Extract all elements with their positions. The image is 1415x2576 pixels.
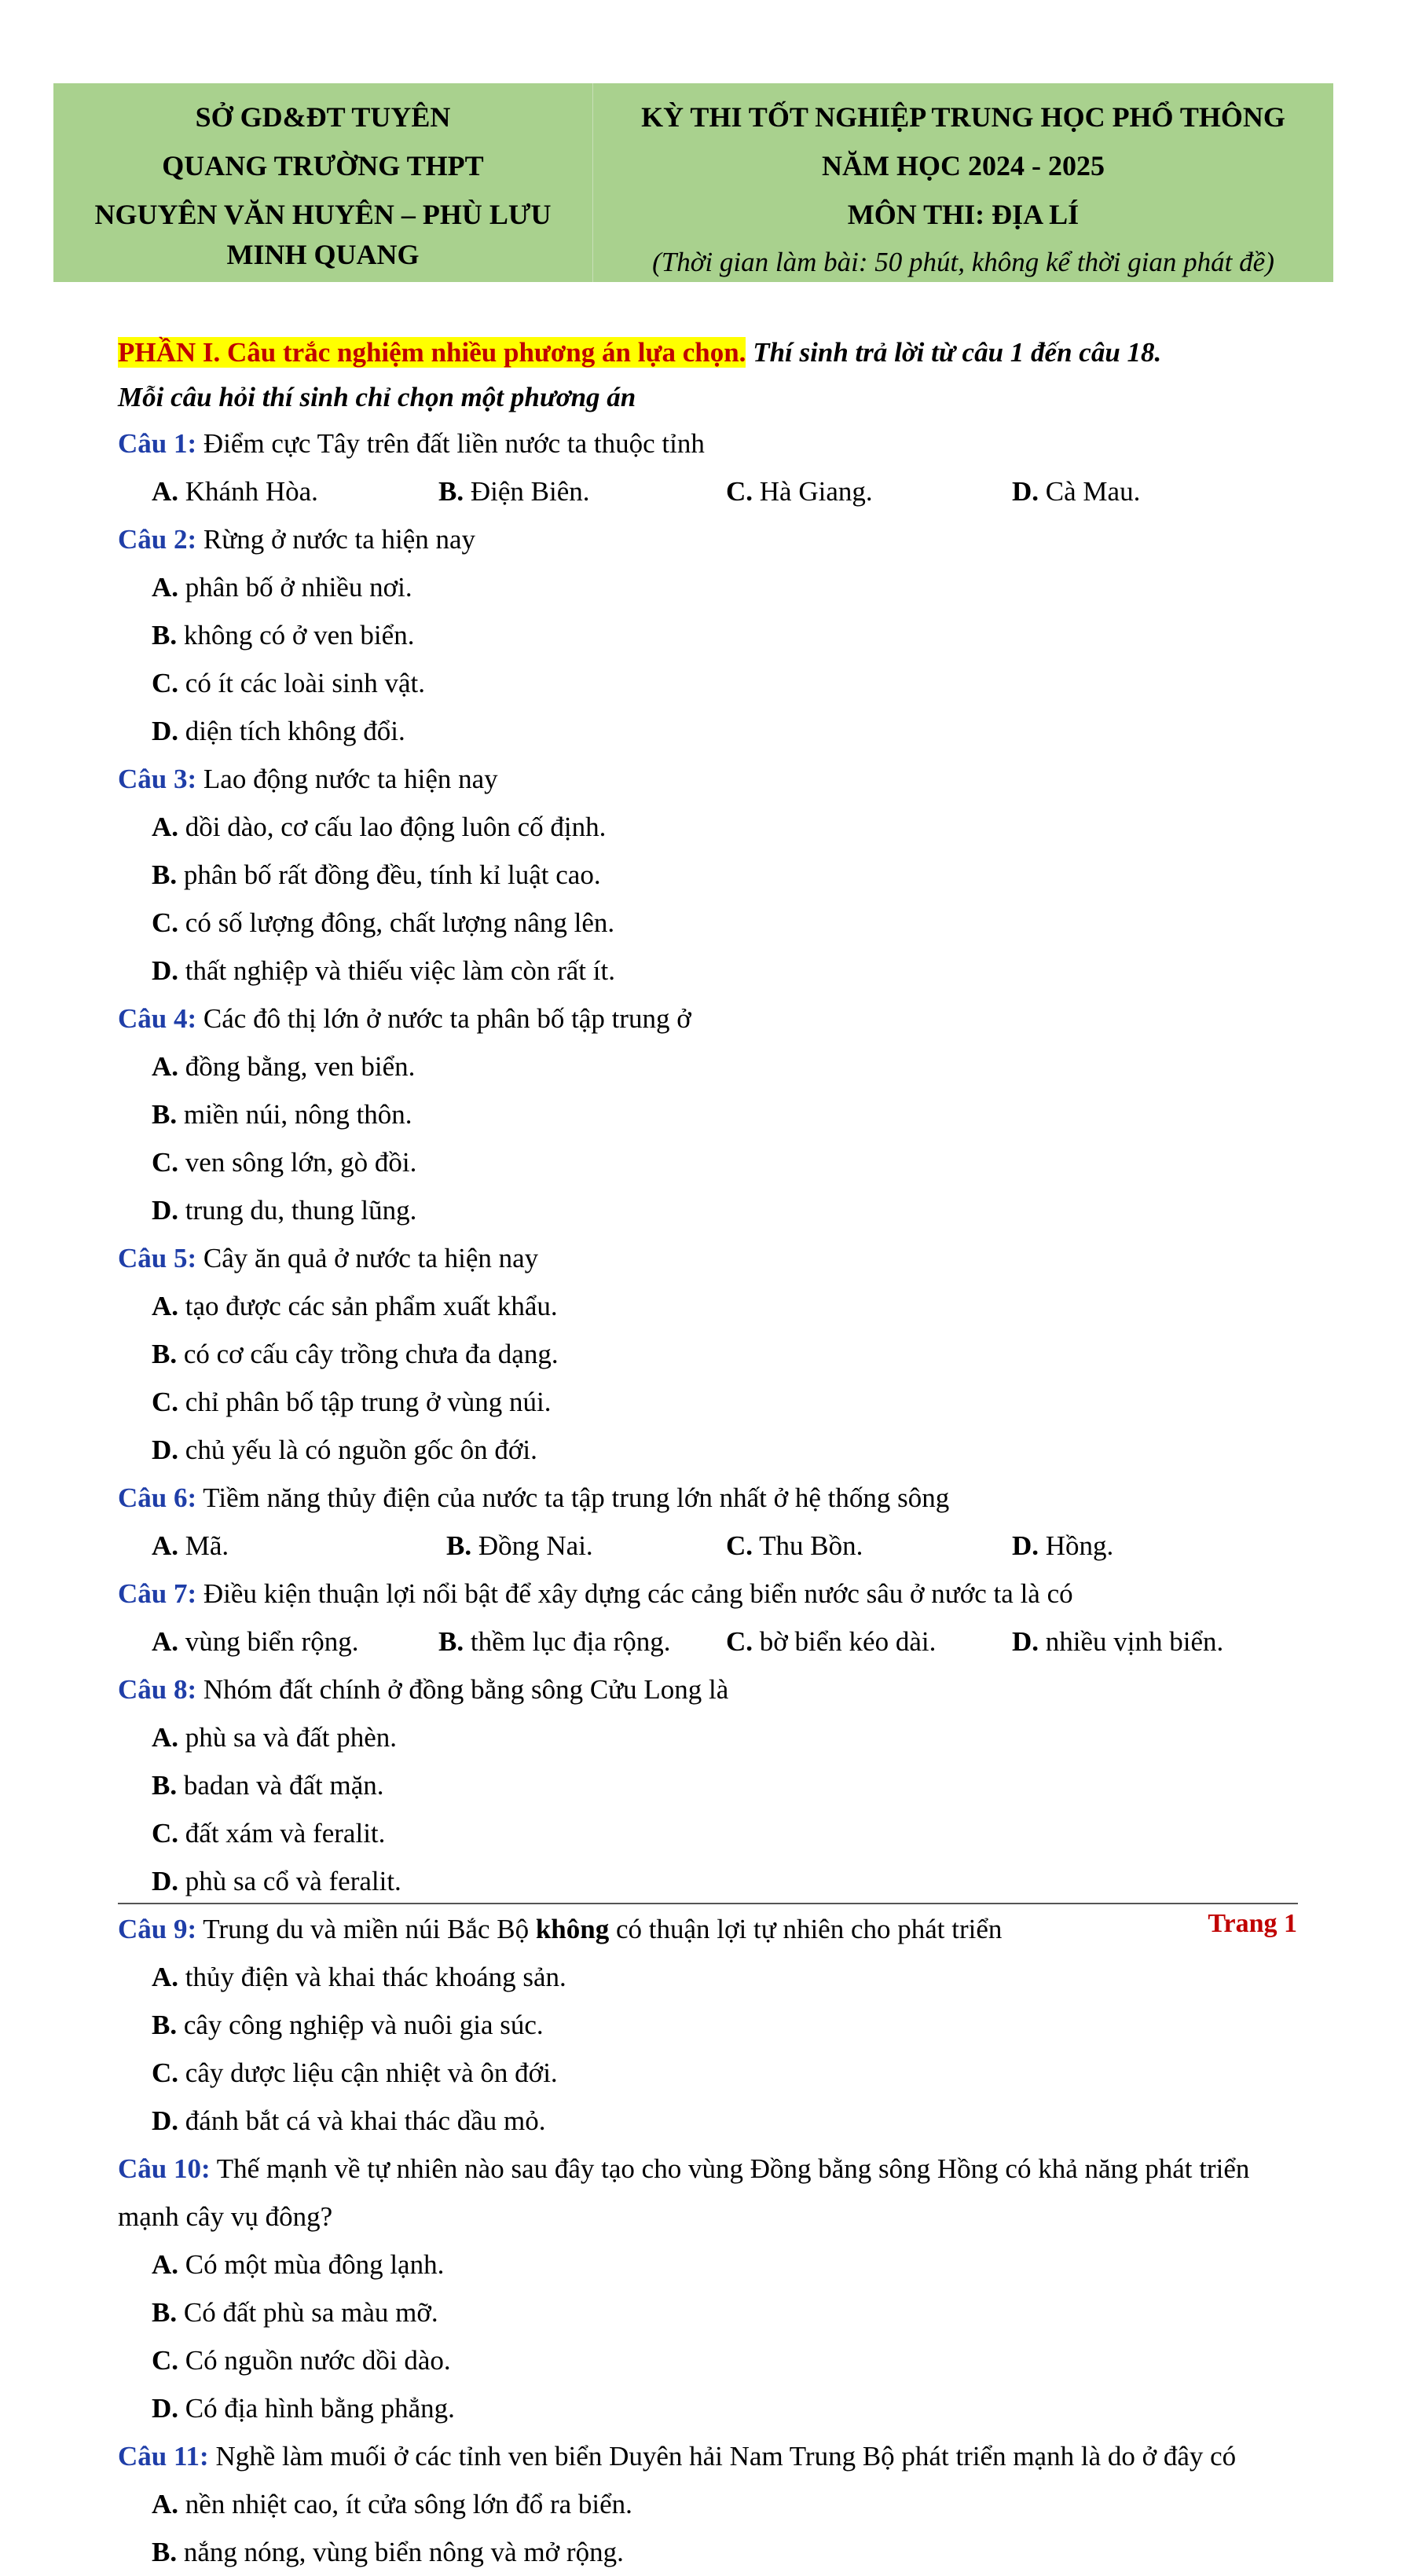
question-7 <box>118 1570 1296 1618</box>
question-text: Các đô thị lớn ở nước ta phân bố tập trung ở <box>196 1003 691 1034</box>
footer-rule <box>118 1903 1298 1904</box>
option-b[interactable]: B. không có ở ven biển. <box>152 620 415 650</box>
option-b[interactable]: B. cây công nghiệp và nuôi gia súc. <box>152 2010 544 2040</box>
part-1-note: Thí sinh trả lời từ câu 1 đến câu 18. <box>746 337 1162 368</box>
exam-content <box>118 330 1296 2576</box>
question-10-options <box>118 2241 1296 2432</box>
question-7-options <box>118 1618 1296 1665</box>
option-a[interactable]: A. nền nhiệt cao, ít cửa sông lớn đổ ra biển. <box>152 2489 632 2519</box>
option-a[interactable]: A. đồng bằng, ven biển. <box>152 1051 416 1082</box>
question-number: Câu 11: <box>118 2441 209 2472</box>
question-number: Câu 9: <box>118 1914 197 1944</box>
question-6 <box>118 1474 1296 1522</box>
question-5 <box>118 1234 1296 1282</box>
option-d[interactable]: D. chủ yếu là có nguồn gốc ôn đới. <box>152 1435 537 1465</box>
question-11 <box>118 2432 1296 2480</box>
option-d[interactable]: D. nhiều vịnh biển. <box>1012 1626 1224 1657</box>
option-c[interactable]: C. Thu Bồn. <box>726 1530 863 1561</box>
question-number: Câu 10: <box>118 2153 211 2184</box>
option-a[interactable]: A. phân bố ở nhiều nơi. <box>152 572 412 603</box>
question-number: Câu 5: <box>118 1243 197 1273</box>
question-text-pre: Trung du và miền núi Bắc Bộ <box>196 1914 536 1944</box>
option-b[interactable]: B. badan và đất mặn. <box>152 1770 384 1801</box>
question-text: Điểm cực Tây trên đất liền nước ta thuộc tỉnh <box>196 428 705 459</box>
question-text: Tiềm năng thủy điện của nước ta tập trung lớn nhất ở hệ thống sông <box>196 1482 950 1513</box>
school-line-4: MINH QUANG <box>226 239 420 270</box>
school-line-1: SỞ GD&ĐT TUYÊN <box>195 101 451 133</box>
question-text-post: có thuận lợi tự nhiên cho phát triển <box>609 1914 1003 1944</box>
option-c[interactable]: C. bờ biển kéo dài. <box>726 1626 937 1657</box>
part-1-note-2: Mỗi câu hỏi thí sinh chỉ chọn một phương án <box>118 382 636 412</box>
question-4-options <box>118 1042 1296 1234</box>
option-d[interactable]: D. thất nghiệp và thiếu việc làm còn rất ít. <box>152 955 615 986</box>
option-c[interactable]: C. có ít các loài sinh vật. <box>152 668 425 698</box>
question-text: Nhóm đất chính ở đồng bằng sông Cửu Long là <box>196 1674 729 1705</box>
option-a[interactable]: A. Khánh Hòa. <box>152 476 318 507</box>
option-a[interactable]: A. dồi dào, cơ cấu lao động luôn cố định. <box>152 812 607 842</box>
exam-info-block <box>593 83 1333 282</box>
question-negation: không <box>535 1914 610 1944</box>
question-2-options <box>118 563 1296 755</box>
option-b[interactable]: B. Đồng Nai. <box>446 1530 593 1561</box>
option-a[interactable]: A. Có một mùa đông lạnh. <box>152 2249 445 2280</box>
school-year: NĂM HỌC 2024 - 2025 <box>822 150 1105 181</box>
option-d[interactable]: D. diện tích không đổi. <box>152 716 405 746</box>
question-text: Nghề làm muối ở các tỉnh ven biển Duyên hải Nam Trung Bộ phát triển mạnh là do ở đây có <box>208 2441 1237 2472</box>
question-number: Câu 8: <box>118 1674 197 1705</box>
question-6-options <box>118 1522 1296 1570</box>
question-number: Câu 6: <box>118 1482 197 1513</box>
option-d[interactable]: D. phù sa cổ và feralit. <box>152 1866 401 1896</box>
question-number: Câu 2: <box>118 524 197 555</box>
option-d[interactable]: D. Có địa hình bằng phẳng. <box>152 2393 455 2424</box>
option-a[interactable]: A. tạo được các sản phẩm xuất khẩu. <box>152 1291 558 1321</box>
question-number: Câu 3: <box>118 764 197 794</box>
option-c[interactable]: C. cây dược liệu cận nhiệt và ôn đới. <box>152 2058 558 2088</box>
option-d[interactable]: D. đánh bắt cá và khai thác dầu mỏ. <box>152 2105 546 2136</box>
question-10 <box>118 2145 1296 2241</box>
option-a[interactable]: A. thủy điện và khai thác khoáng sản. <box>152 1962 566 1992</box>
part-1-heading <box>118 330 1296 375</box>
option-b[interactable]: B. Có đất phù sa màu mỡ. <box>152 2297 438 2328</box>
part-1-title: PHẦN I. Câu trắc nghiệm nhiều phương án lựa chọn. <box>118 337 746 368</box>
exam-header <box>53 83 1333 282</box>
option-b[interactable]: B. thềm lục địa rộng. <box>438 1626 671 1657</box>
school-line-3: NGUYÊN VĂN HUYÊN – PHÙ LƯU <box>94 199 552 230</box>
question-4 <box>118 995 1296 1042</box>
option-b[interactable]: B. miền núi, nông thôn. <box>152 1099 412 1130</box>
question-number: Câu 4: <box>118 1003 197 1034</box>
option-c[interactable]: C. đất xám và feralit. <box>152 1818 386 1849</box>
option-c[interactable]: C. có số lượng đông, chất lượng nâng lên. <box>152 907 615 938</box>
page-number: Trang 1 <box>1208 1909 1297 1938</box>
option-b[interactable]: B. Điện Biên. <box>438 476 590 507</box>
question-11-options <box>118 2480 1296 2576</box>
exam-time-note: (Thời gian làm bài: 50 phút, không kể thời gian phát đề) <box>652 247 1274 277</box>
option-c[interactable]: C. Hà Giang. <box>726 476 873 507</box>
question-1 <box>118 420 1296 467</box>
question-text: Rừng ở nước ta hiện nay <box>196 524 476 555</box>
option-a[interactable]: A. phù sa và đất phèn. <box>152 1722 398 1753</box>
question-number: Câu 7: <box>118 1578 197 1609</box>
question-2 <box>118 515 1296 563</box>
exam-title: KỲ THI TỐT NGHIỆP TRUNG HỌC PHỔ THÔNG <box>641 101 1285 133</box>
question-9-options <box>118 1953 1296 2145</box>
option-d[interactable]: D. trung du, thung lũng. <box>152 1195 417 1226</box>
question-3-options <box>118 803 1296 995</box>
option-c[interactable]: C. Có nguồn nước dồi dào. <box>152 2345 451 2376</box>
question-3 <box>118 755 1296 803</box>
question-text: Cây ăn quả ở nước ta hiện nay <box>196 1243 539 1273</box>
school-line-2: QUANG TRƯỜNG THPT <box>162 150 484 181</box>
option-b[interactable]: B. phân bố rất đồng đều, tính kỉ luật cao. <box>152 859 601 890</box>
question-text: Thế mạnh về tự nhiên nào sau đây tạo cho vùng Đồng bằng sông Hồng có khả năng phát triển mạnh cây vụ đông? <box>118 2153 1250 2232</box>
option-d[interactable]: D. Hồng. <box>1012 1530 1114 1561</box>
option-a[interactable]: A. Mã. <box>152 1530 229 1561</box>
option-d[interactable]: D. Cà Mau. <box>1012 476 1141 507</box>
question-number: Câu 1: <box>118 428 197 459</box>
option-c[interactable]: C. chỉ phân bố tập trung ở vùng núi. <box>152 1387 552 1417</box>
option-b[interactable]: B. nắng nóng, vùng biển nông và mở rộng. <box>152 2537 624 2567</box>
question-8 <box>118 1665 1296 1713</box>
question-1-options <box>118 467 1296 515</box>
option-c[interactable]: C. ven sông lớn, gò đồi. <box>152 1147 417 1178</box>
question-text: Điều kiện thuận lợi nổi bật để xây dựng các cảng biển nước sâu ở nước ta là có <box>196 1578 1073 1609</box>
question-8-options <box>118 1713 1296 1905</box>
question-text: Lao động nước ta hiện nay <box>196 764 498 794</box>
question-9 <box>118 1905 1296 1953</box>
question-5-options <box>118 1282 1296 1474</box>
option-a[interactable]: A. vùng biển rộng. <box>152 1626 359 1657</box>
school-name-block <box>53 83 593 282</box>
exam-subject: MÔN THI: ĐỊA LÍ <box>847 199 1080 230</box>
option-b[interactable]: B. có cơ cấu cây trồng chưa đa dạng. <box>152 1339 559 1369</box>
